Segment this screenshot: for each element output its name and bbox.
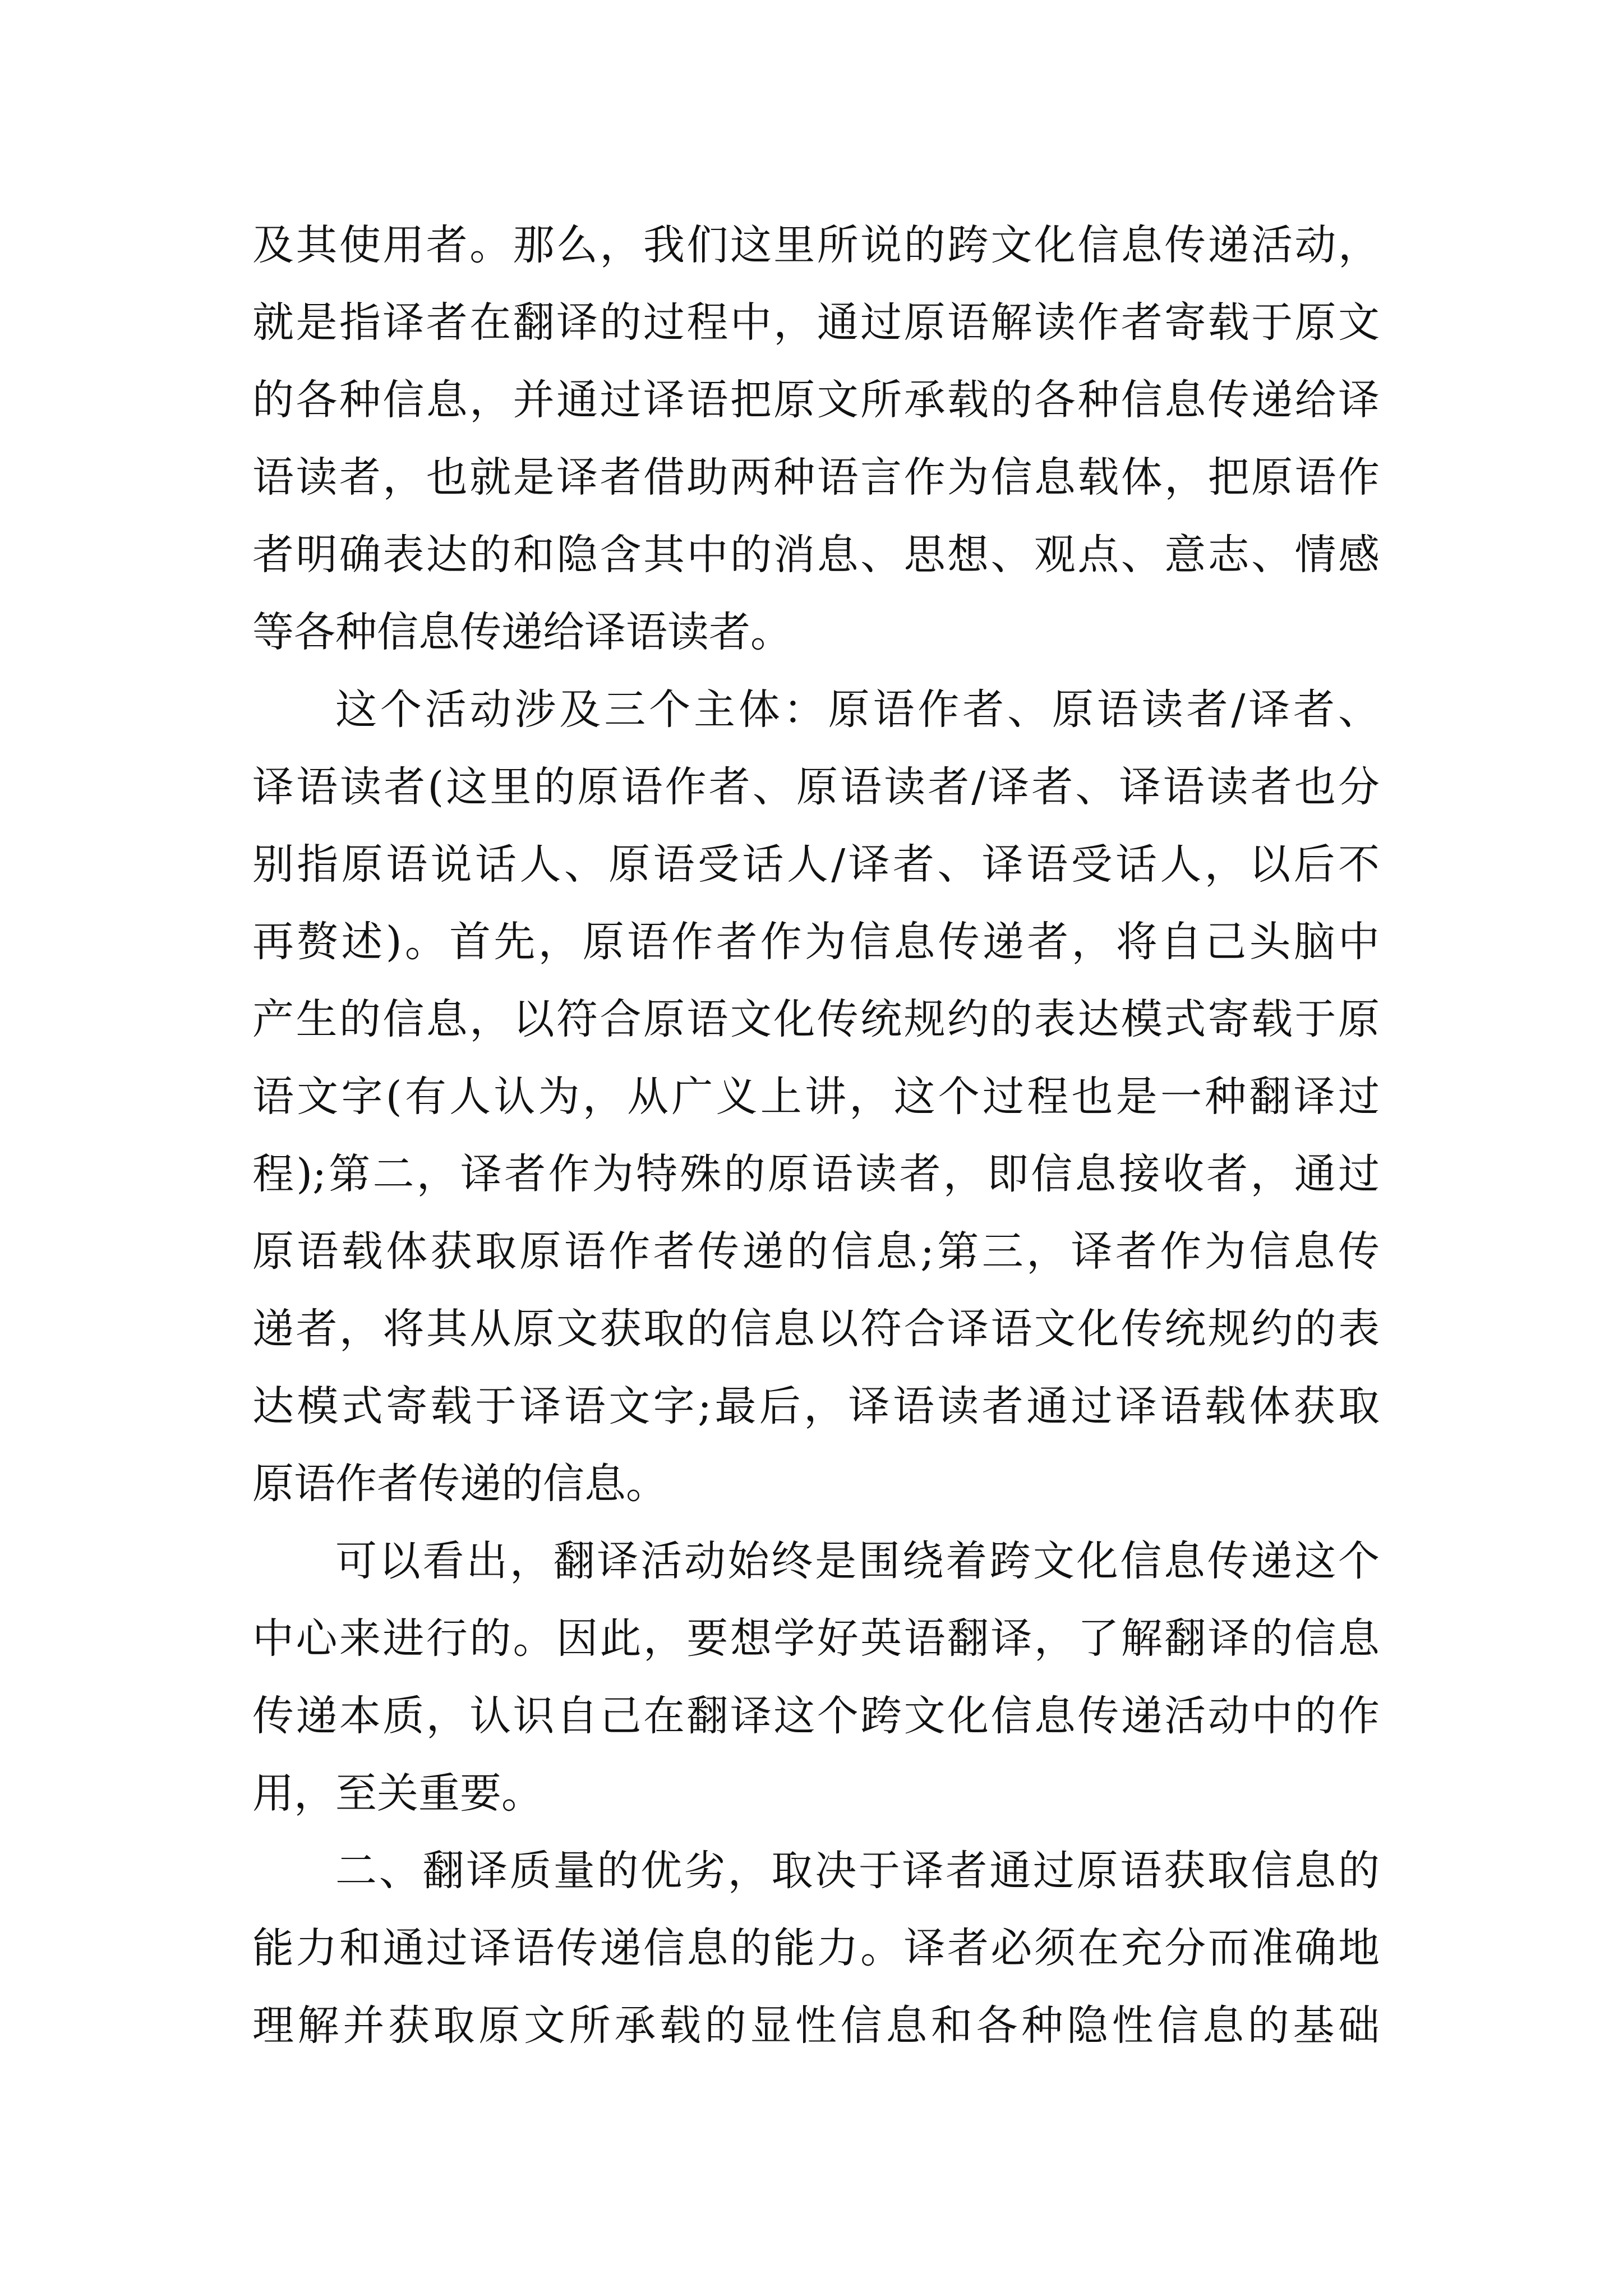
text-line: 达模式寄载于译语文字;最后，译语读者通过译语载体获取 — [252, 1382, 1380, 1430]
text-line: 中心来进行的。因此，要想学好英语翻译，了解翻译的信息 — [252, 1614, 1380, 1663]
text-line: 语文字(有人认为，从广义上讲，这个过程也是一种翻译过 — [252, 1073, 1380, 1121]
text-line: 及其使用者。那么，我们这里所说的跨文化信息传递活动， — [252, 221, 1380, 269]
text-line: 原语载体获取原语作者传递的信息;第三，译者作为信息传 — [252, 1227, 1380, 1276]
text-line: 产生的信息，以符合原语文化传统规约的表达模式寄载于原 — [252, 995, 1380, 1043]
text-line: 理解并获取原文所承载的显性信息和各种隐性信息的基础 — [252, 2001, 1380, 2050]
text-line: 者明确表达的和隐含其中的消息、思想、观点、意志、情感 — [252, 531, 1380, 579]
paragraph-first-line: 可以看出，翻译活动始终是围绕着跨文化信息传递这个 — [335, 1537, 1380, 1585]
text-line: 递者，将其从原文获取的信息以符合译语文化传统规约的表 — [252, 1305, 1380, 1353]
text-line: 就是指译者在翻译的过程中，通过原语解读作者寄载于原文 — [252, 298, 1380, 347]
text-line: 等各种信息传递给译语读者。 — [252, 608, 792, 656]
text-line: 再赘述)。首先，原语作者作为信息传递者，将自己头脑中 — [252, 918, 1380, 966]
paragraph-first-line: 这个活动涉及三个主体：原语作者、原语读者/译者、 — [335, 685, 1380, 734]
body-text — [252, 206, 1380, 2064]
text-line: 程);第二，译者作为特殊的原语读者，即信息接收者，通过 — [252, 1150, 1380, 1198]
text-line: 别指原语说话人、原语受话人/译者、译语受话人，以后不 — [252, 840, 1380, 889]
text-line: 传递本质，认识自己在翻译这个跨文化信息传递活动中的作 — [252, 1692, 1380, 1740]
text-line: 能力和通过译语传递信息的能力。译者必须在充分而准确地 — [252, 1924, 1380, 1972]
text-line: 用，至关重要。 — [252, 1769, 543, 1818]
text-line: 的各种信息，并通过译语把原文所承载的各种信息传递给译 — [252, 376, 1380, 424]
paragraph-first-line: 二、翻译质量的优劣，取决于译者通过原语获取信息的 — [335, 1847, 1380, 1895]
text-line: 语读者，也就是译者借助两种语言作为信息载体，把原语作 — [252, 453, 1380, 501]
text-line: 原语作者传递的信息。 — [252, 1460, 667, 1508]
text-line: 译语读者(这里的原语作者、原语读者/译者、译语读者也分 — [252, 763, 1380, 811]
